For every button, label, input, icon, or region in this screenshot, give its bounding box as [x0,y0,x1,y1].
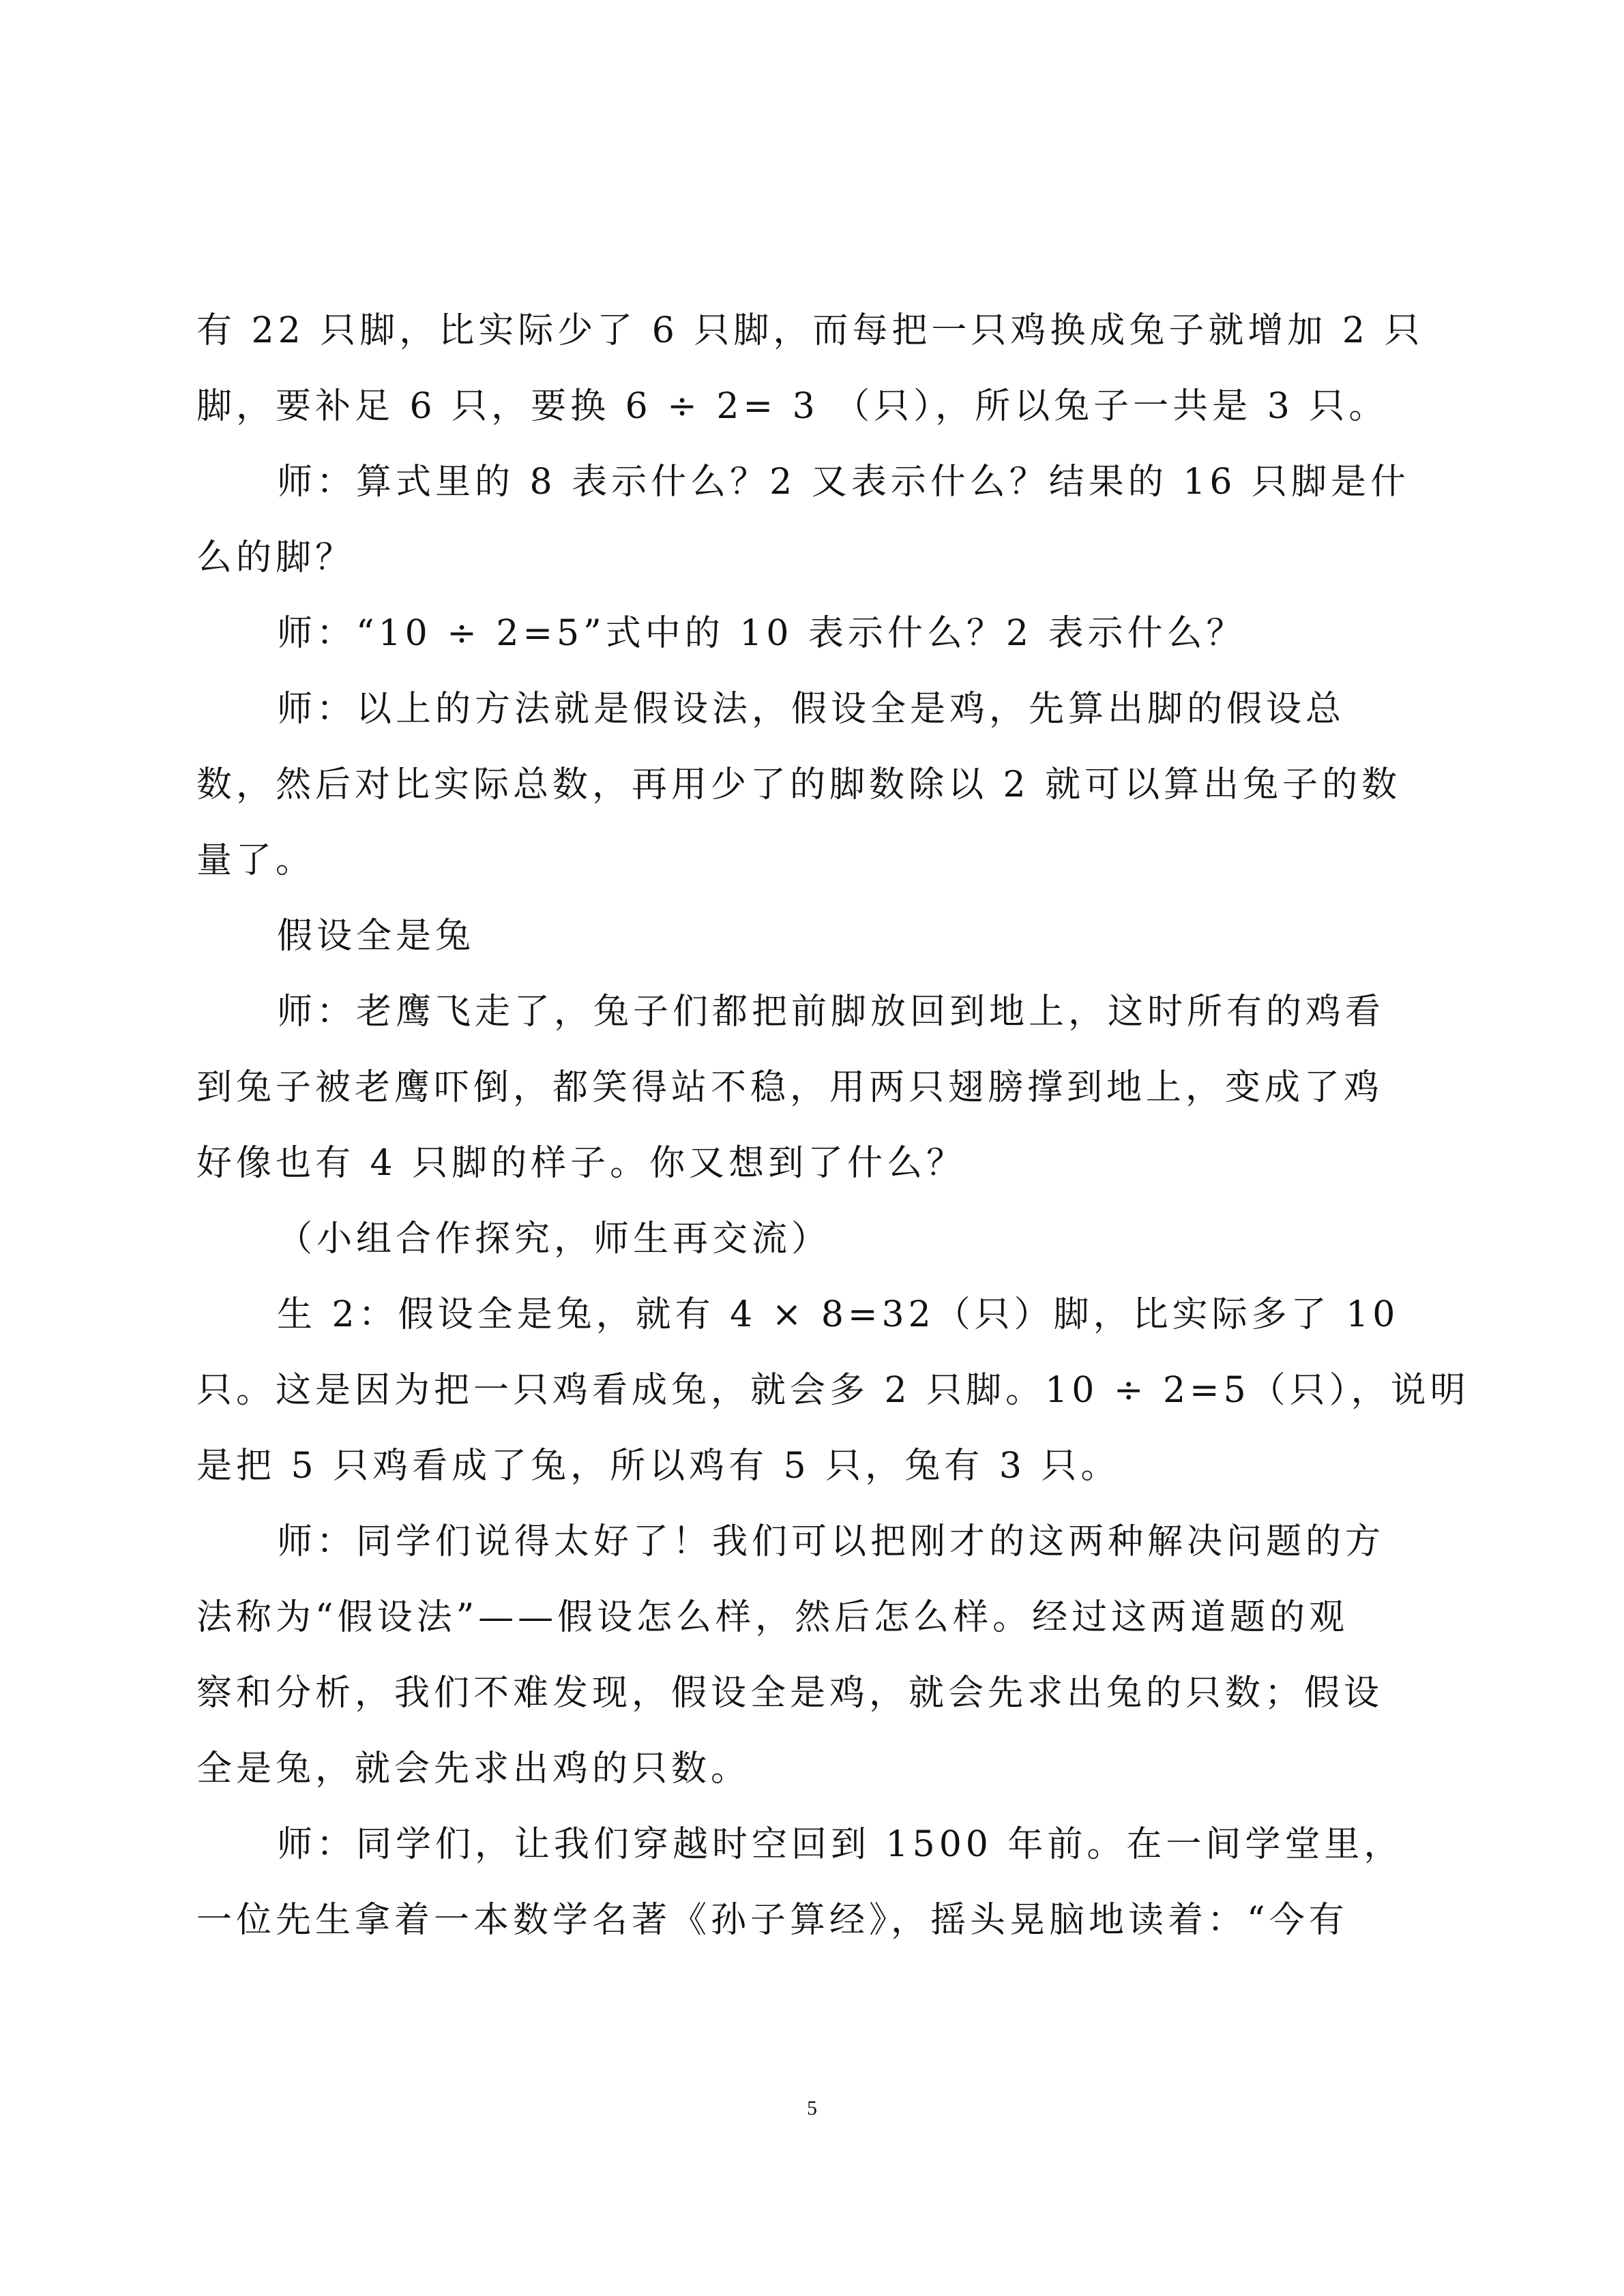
text-line: 师：算式里的 8 表示什么？2 又表示什么？结果的 16 只脚是什 [277,462,1410,503]
text-line: 法称为“假设法”——假设怎么样，然后怎么样。经过这两道题的观 [196,1597,1349,1638]
text-line: 量了。 [196,840,316,881]
text-line: 是把 5 只鸡看成了兔，所以鸡有 5 只，兔有 3 只。 [196,1446,1121,1487]
text-line: 么的脚？ [196,537,355,578]
text-line: 有 22 只脚，比实际少了 6 只脚，而每把一只鸡换成兔子就增加 2 只 [196,310,1424,351]
text-line: 数，然后对比实际总数，再用少了的脚数除以 2 就可以算出兔子的数 [196,764,1402,805]
text-line: 好像也有 4 只脚的样子。你又想到了什么？ [196,1143,966,1184]
text-line: （小组合作探究，师生再交流） [277,1219,831,1259]
text-line: 生 2：假设全是兔，就有 4 × 8=32（只）脚，比实际多了 10 [277,1294,1400,1335]
text-line: 假设全是兔 [277,916,475,957]
document-body [196,293,1470,1958]
text-line: 师：老鹰飞走了，兔子们都把前脚放回到地上，这时所有的鸡看 [277,992,1385,1032]
text-line: 师：同学们说得太好了！我们可以把刚才的这两种解决问题的方 [277,1521,1385,1562]
text-line: 师：“10 ÷ 2=5”式中的 10 表示什么？2 表示什么？ [277,613,1246,654]
text-line: 师：以上的方法就是假设法，假设全是鸡，先算出脚的假设总 [277,689,1346,730]
text-line: 全是兔，就会先求出鸡的只数。 [196,1748,751,1789]
text-line: 只。这是因为把一只鸡看成兔，就会多 2 只脚。10 ÷ 2=5（只），说明 [196,1370,1470,1411]
text-line: 一位先生拿着一本数学名著《孙子算经》，摇头晃脑地读着：“今有 [196,1900,1348,1941]
text-line: 察和分析，我们不难发现，假设全是鸡，就会先求出兔的只数；假设 [196,1673,1384,1714]
text-line: 师：同学们，让我们穿越时空回到 1500 年前。在一间学堂里， [277,1824,1404,1865]
text-line: 到兔子被老鹰吓倒，都笑得站不稳，用两只翅膀撑到地上，变成了鸡 [196,1067,1384,1108]
text-line: 脚，要补足 6 只，要换 6 ÷ 2= 3 （只），所以兔子一共是 3 只。 [196,386,1389,427]
page-number: 5 [807,2097,817,2119]
